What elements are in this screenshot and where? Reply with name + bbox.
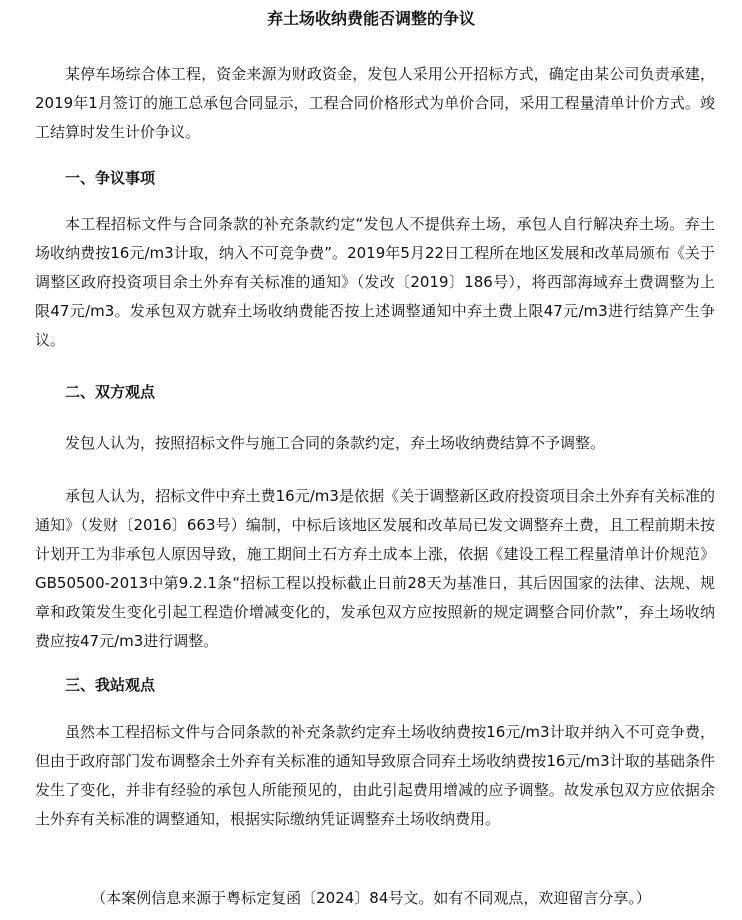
intro-paragraph: 某停车场综合体工程，资金来源为财政资金，发包人采用公开招标方式，确定由某公司负责承建，2019年1月签订的施工总承包合同显示，工程合同价格形式为单价合同，采用工程量清单计价方式。竣工结算时发生计价争议。 [35, 65, 715, 141]
source-footnote: （本案例信息来源于粤标定复函〔2024〕84号文。如有不同观点，欢迎留言分享。） [91, 889, 651, 907]
section-heading-our-view: 三、我站观点 [65, 676, 156, 694]
section-heading-dispute: 一、争议事项 [65, 169, 156, 187]
contractor-position-paragraph: 承包人认为，招标文件中弃土费16元/m3是依据《关于调整新区政府投资项目余土外弃有关标准的通知》（发财〔2016〕663号）编制，中标后该地区发展和改革局已发文调整弃土费，且工程前期未按计划开工为非承包人原因导致，施工期间土石方弃土成本上涨，依据《建设工程工程量清单计价规范》GB50500-2013中第9.2.1条“招标工程以投标截止日前28天为基准日，其后因国家的法律、法规、规章和政策发生变化引起工程造价增减变化的，发承包双方应按照新的规定调整合同价款”，弃土场收纳费应按47元/m3进行调整。 [35, 487, 715, 650]
dispute-paragraph: 本工程招标文件与合同条款的补充条款约定“发包人不提供弃土场，承包人自行解决弃土场。弃土场收纳费按16元/m3计取，纳入不可竞争费”。2019年5月22日工程所在地区发展和改革局颁布《关于调整区政府投资项目余土外弃有关标准的通知》（发改〔2019〕186号），将西部海域弃土费调整为上限47元/m3。发承包双方就弃土场收纳费能否按上述调整通知中弃土费上限47元/m3进行结算产生争议。 [35, 215, 715, 349]
document-title: 弃土场收纳费能否调整的争议 [266, 9, 475, 28]
our-view-paragraph: 虽然本工程招标文件与合同条款的补充条款约定弃土场收纳费按16元/m3计取并纳入不可竞争费，但由于政府部门发布调整余土外弃有关标准的通知导致原合同弃土场收纳费按16元/m3计取的基础条件发生了变化，并非有经验的承包人所能预见的，由此引起费用增减的应予调整。故发承包双方应依据余土外弃有关标准的调整通知，根据实际缴纳凭证调整弃土场收纳费用。 [35, 723, 715, 828]
employer-position-paragraph: 发包人认为，按照招标文件与施工合同的条款约定，弃土场收纳费结算不予调整。 [65, 434, 606, 452]
section-heading-positions: 二、双方观点 [65, 383, 156, 401]
